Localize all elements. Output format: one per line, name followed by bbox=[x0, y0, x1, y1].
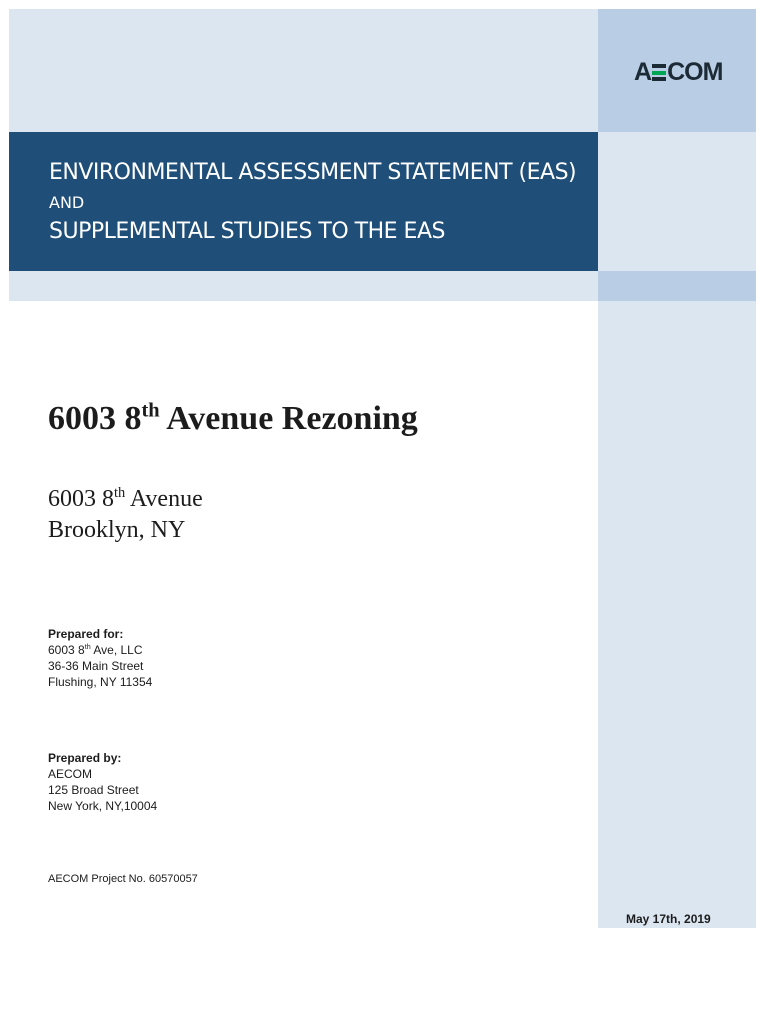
document-date: May 17th, 2019 bbox=[626, 912, 711, 926]
sub-band bbox=[9, 271, 598, 301]
banner-line-1: ENVIRONMENTAL ASSESSMENT STATEMENT (EAS) bbox=[49, 160, 577, 185]
title-banner bbox=[9, 132, 598, 271]
prepared-for-line-2: 36-36 Main Street bbox=[48, 659, 144, 673]
banner-line-2: SUPPLEMENTAL STUDIES TO THE EAS bbox=[49, 219, 445, 244]
logo-letter-a: A bbox=[634, 58, 652, 86]
prepared-for-line-1: 6003 8th Ave, LLC bbox=[48, 642, 143, 657]
side-band bbox=[598, 132, 756, 271]
header-band bbox=[9, 9, 598, 132]
prepared-for-line-3: Flushing, NY 11354 bbox=[48, 675, 153, 689]
prepared-by-line-1: AECOM bbox=[48, 767, 93, 781]
aecom-logo bbox=[634, 58, 722, 87]
logo-e-mark-icon bbox=[652, 64, 666, 81]
prepared-by-block bbox=[48, 750, 157, 814]
sub-side-band bbox=[598, 271, 756, 301]
project-address-line-2: Brooklyn, NY bbox=[48, 517, 186, 543]
logo-letters: COM bbox=[667, 58, 723, 86]
banner-and: AND bbox=[49, 193, 85, 212]
prepared-by-line-3: New York, NY,10004 bbox=[48, 799, 158, 813]
prepared-by-heading: Prepared by: bbox=[48, 751, 122, 765]
prepared-for-block bbox=[48, 626, 152, 690]
document-title: 6003 8th Avenue Rezoning bbox=[48, 399, 418, 437]
prepared-by-line-2: 125 Broad Street bbox=[48, 783, 139, 797]
project-address-line-1: 6003 8th Avenue bbox=[48, 485, 203, 512]
prepared-for-heading: Prepared for: bbox=[48, 627, 124, 641]
project-number: AECOM Project No. 60570057 bbox=[48, 873, 198, 885]
right-column bbox=[598, 301, 756, 928]
